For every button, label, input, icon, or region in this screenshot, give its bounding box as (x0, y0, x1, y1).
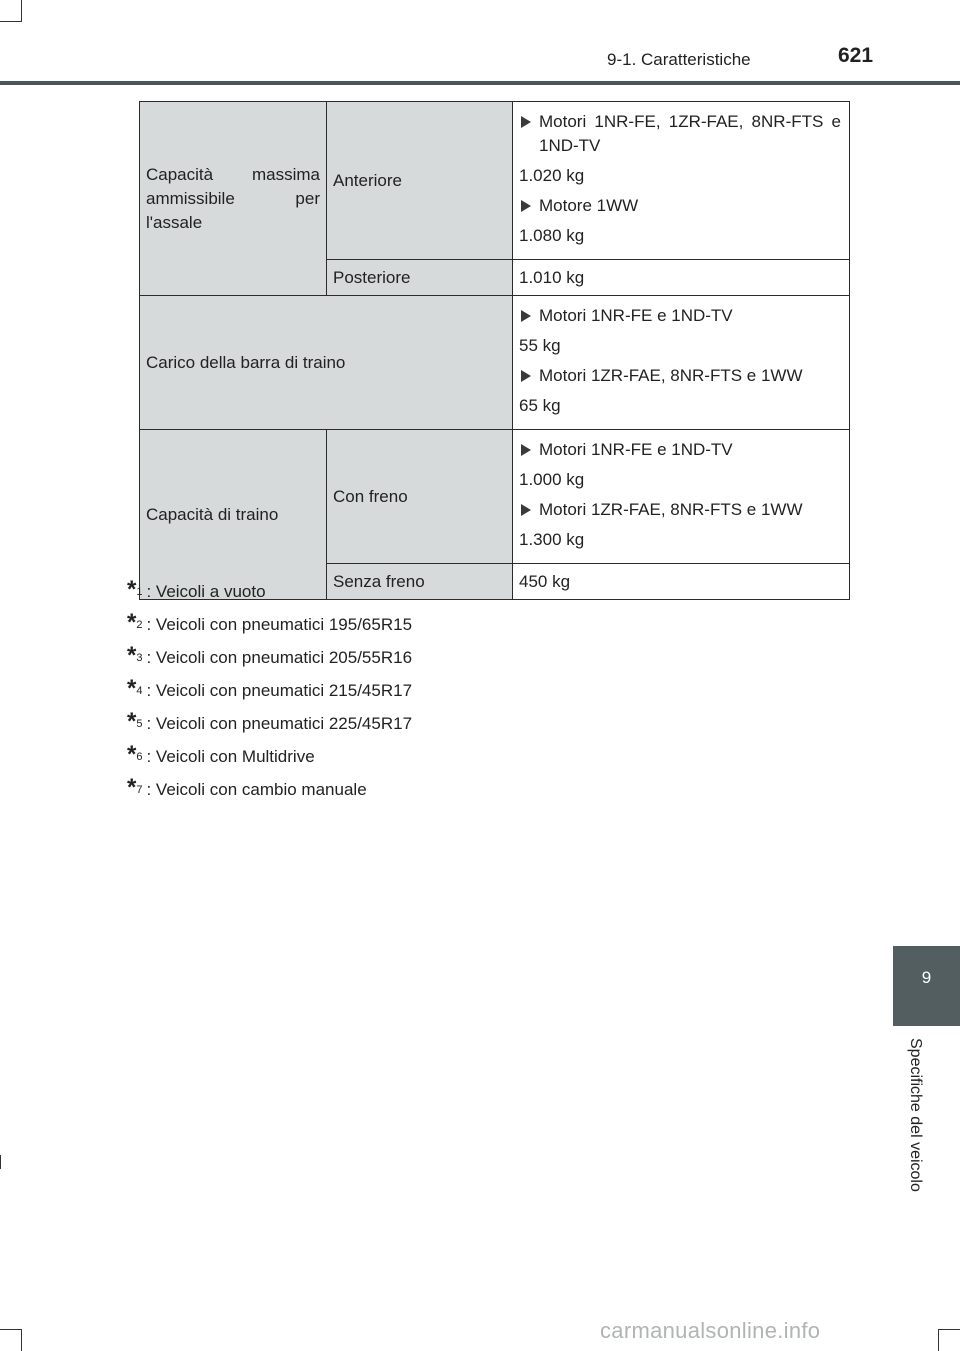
front-label-cell (327, 102, 513, 260)
footnote-asterisk: * (127, 642, 137, 669)
rear-value-cell (513, 260, 850, 296)
crop-mark (0, 1329, 22, 1330)
weight-value: 1.020 kg (519, 166, 585, 185)
section-title: 9-1. Caratteristiche (607, 50, 751, 69)
braked-label-cell (327, 430, 513, 564)
footnote-asterisk: * (127, 741, 137, 768)
drawbar-label-cell (140, 296, 513, 430)
footnote-number: 3 (136, 652, 143, 664)
list-item (519, 438, 841, 462)
crop-mark (0, 1155, 1, 1169)
specification-table (139, 101, 850, 600)
footnote-asterisk: * (127, 675, 137, 702)
footnote-text: : Veicoli con pneumatici 215/45R17 (146, 681, 413, 700)
weight-value: 55 kg (519, 336, 561, 355)
drawbar-value-cell (513, 296, 850, 430)
crop-mark (21, 0, 22, 22)
triangle-right-icon (521, 310, 531, 322)
list-item (519, 304, 841, 328)
footnote-number: 6 (136, 751, 143, 763)
bullet-text: Motori 1NR-FE, 1ZR-FAE, 8NR-FTS e 1ND-TV (539, 112, 841, 155)
footnote (127, 710, 412, 743)
header-rule (0, 81, 960, 85)
bullet-text: Motori 1NR-FE e 1ND-TV (539, 306, 733, 325)
list-item (519, 110, 841, 158)
table-row (140, 296, 850, 430)
bullet-text: Motori 1ZR-FAE, 8NR-FTS e 1WW (539, 500, 803, 519)
list-item (519, 498, 841, 522)
footnote (127, 611, 412, 644)
footnote (127, 743, 412, 776)
footnote-asterisk: * (127, 708, 137, 735)
drawbar-label: Carico della barra di traino (146, 352, 346, 372)
footnote (127, 578, 412, 611)
triangle-right-icon (521, 370, 531, 382)
footnote-text: : Veicoli con pneumatici 195/65R15 (146, 615, 413, 634)
list-item (519, 364, 841, 388)
footnote-text: : Veicoli a vuoto (146, 582, 266, 601)
footnote-number: 4 (136, 685, 143, 697)
table-row (140, 102, 850, 260)
weight-value: 1.010 kg (519, 267, 585, 287)
footnote-asterisk: * (127, 609, 137, 636)
bullet-text: Motori 1NR-FE e 1ND-TV (539, 440, 733, 459)
table-row (140, 430, 850, 564)
footnote-text: : Veicoli con pneumatici 225/45R17 (146, 714, 413, 733)
weight-value: 1.300 kg (519, 530, 585, 549)
page-number: 621 (838, 44, 874, 67)
crop-mark (938, 1329, 939, 1351)
front-value-cell (513, 102, 850, 260)
bullet-text: Motore 1WW (539, 196, 639, 215)
weight-value: 450 kg (519, 571, 571, 591)
triangle-right-icon (521, 116, 531, 128)
weight-value: 65 kg (519, 396, 561, 415)
chapter-label: Specifiche del veicolo (907, 1038, 924, 1192)
weight-value: 1.080 kg (519, 226, 585, 245)
list-item (519, 194, 841, 218)
unbraked-label: Senza freno (333, 571, 425, 591)
weight-value: 1.000 kg (519, 470, 585, 489)
front-label: Anteriore (333, 170, 402, 190)
braked-label: Con freno (333, 486, 408, 506)
footnote-asterisk: * (127, 774, 137, 801)
rear-label: Posteriore (333, 267, 411, 287)
footnote-text: : Veicoli con cambio manuale (146, 780, 367, 799)
footnote-text: : Veicoli con pneumatici 205/55R16 (146, 648, 413, 667)
watermark: carmanualsonline.info (600, 1318, 821, 1343)
footnote-number: 5 (136, 718, 143, 730)
footnotes (127, 578, 412, 809)
unbraked-value-cell (513, 564, 850, 600)
axle-capacity-label: Capacità massima ammissibile per l'assale (146, 164, 320, 232)
towing-label-cell (140, 430, 327, 600)
chapter-number: 9 (921, 968, 932, 987)
triangle-right-icon (521, 200, 531, 212)
axle-capacity-label-cell (140, 102, 327, 296)
crop-mark (21, 1329, 22, 1351)
footnote (127, 776, 412, 809)
rear-label-cell (327, 260, 513, 296)
footnote-asterisk: * (127, 576, 137, 603)
footnote (127, 644, 412, 677)
chapter-tab[interactable] (893, 946, 960, 1026)
bullet-text: Motori 1ZR-FAE, 8NR-FTS e 1WW (539, 366, 803, 385)
footnote-number: 2 (136, 619, 143, 631)
footnote-number: 1 (136, 586, 143, 598)
footnote (127, 677, 412, 710)
braked-value-cell (513, 430, 850, 564)
crop-mark (0, 21, 22, 22)
footnote-text: : Veicoli con Multidrive (146, 747, 315, 766)
footnote-number: 7 (136, 784, 143, 796)
crop-mark (938, 1329, 960, 1330)
triangle-right-icon (521, 504, 531, 516)
towing-label: Capacità di traino (146, 504, 279, 524)
triangle-right-icon (521, 444, 531, 456)
